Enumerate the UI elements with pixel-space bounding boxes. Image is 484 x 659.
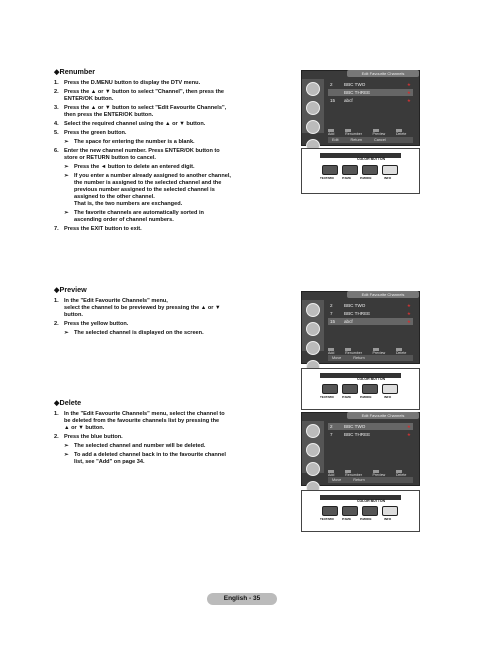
remote-illustration-preview: COLOR BUTTON TEXT/MIX P.SIZE P.MODE INFO [301,368,420,410]
menu-icon [306,303,320,317]
preview-step-2: 2. Press the yellow button. [54,321,129,327]
color-legend: Add Renumber Preview Delete [328,129,413,135]
help-bar: Edit Return Cancel [328,137,413,143]
star-icon: ★ [406,310,411,316]
delete-step-1: 1. In the "Edit Favourite Channels" menu, select the channel to be deleted from the favourite channels list by pressing the ▲ or ▼ button. [54,411,225,431]
arrow-icon: ➢ [64,164,69,170]
tv-screen-preview [301,291,420,364]
tv-screen-renumber [301,70,420,146]
delete-note-2b: ➢ To add a deleted channel back in to the favourite channel list, see "Add" on page 34. [64,452,226,465]
color-button-label: COLOR BUTTON [357,157,386,161]
channel-row-selected: 2 BBC TWO ★ [330,423,411,429]
screen-title: Edit Favourite Channels [347,412,419,419]
preview-step-1: 1. In the "Edit Favourite Channels" menu, select the channel to be previewed by pressing the ▲ or ▼ button. [54,298,221,318]
renumber-step-5: 5. Press the green button. [54,130,127,136]
renumber-step-7: 7. Press the EXIT button to exit. [54,226,142,232]
menu-icon [306,82,320,96]
arrow-icon: ➢ [64,452,69,458]
preview-section [54,285,284,339]
arrow-icon: ➢ [64,139,69,145]
renumber-step-4: 4. Select the required channel using the ▲ or ▼ button. [54,121,206,127]
renumber-note-6b: ➢ If you enter a number already assigned to another channel, the number is assigned to the selected channel and the previous number assigned to the selected channel is assigned to the other channel. That is, the two numbers are exchanged. [64,173,231,207]
menu-icons-column [302,300,324,351]
renumber-title: ◆Renumber [54,67,96,76]
color-legend: Add Renumber Preview Delete [328,348,413,354]
renumber-step-3: 3. Press the ▲ or ▼ button to select "Edit Favourite Channels", then press the ENTER/OK button. [54,105,227,118]
channel-row-selected: 15 abcf ★ [330,318,411,324]
channel-row: 7 BBC THREE ★ [330,310,411,316]
star-icon: ★ [406,81,411,87]
star-icon: ★ [406,302,411,308]
delete-step-2: 2. Press the blue button. [54,434,123,440]
arrow-icon: ➢ [64,443,69,449]
tv-screen-delete [301,412,420,486]
menu-icon [306,341,320,355]
star-icon: ★ [406,318,411,324]
screen-title: Edit Favourite Channels [347,291,419,298]
arrow-icon: ➢ [64,173,69,179]
screen-title: Edit Favourite Channels [347,70,419,77]
renumber-step-2: 2. Press the ▲ or ▼ button to select "Channel", then press the ENTER/OK button. [54,89,224,102]
channel-row: 15 abcf ★ [330,97,411,103]
renumber-note-5: ➢ The space for entering the number is a blank. [64,139,195,145]
menu-icons-column [302,421,324,473]
color-button-label: COLOR BUTTON [357,377,386,381]
menu-icons-column [302,79,324,133]
preview-note-2: ➢ The selected channel is displayed on the screen. [64,330,204,336]
help-bar: Move Return [328,477,413,483]
menu-icon [306,120,320,134]
channel-row: 2 BBC TWO ★ [330,302,411,308]
menu-icon [306,443,320,457]
menu-icon [306,424,320,438]
arrow-icon: ➢ [64,330,69,336]
menu-icon [306,101,320,115]
channel-row: 7 BBC THREE ★ [330,431,411,437]
renumber-step-1: 1. Press the D.MENU button to display the DTV menu. [54,80,201,86]
remote-illustration-delete: COLOR BUTTON TEXT/MIX P.SIZE P.MODE INFO [301,490,420,532]
preview-title: ◆Preview [54,285,87,294]
channel-row: 2 BBC TWO ★ [330,81,411,87]
delete-title: ◆Delete [54,398,82,407]
delete-note-2a: ➢ The selected channel and number will be deleted. [64,443,206,449]
arrow-icon: ➢ [64,210,69,216]
star-icon: ★ [406,431,411,437]
delete-section [54,398,284,468]
renumber-step-6: 6. Enter the new channel number. Press ENTER/OK button to store or RETURN button to cancel. [54,148,220,161]
channel-row-selected: BBC THREE ★ [328,89,413,96]
remote-illustration-renumber: COLOR BUTTON TEXT/MIX P.SIZE P.MODE INFO [301,148,420,194]
star-icon: ★ [406,97,411,103]
page-number-badge: English - 35 [207,593,277,605]
star-icon: ★ [406,423,411,429]
menu-icon [306,322,320,336]
color-legend: Add Renumber Preview Delete [328,470,413,476]
help-bar: Move Return [328,355,413,361]
renumber-note-6c: ➢ The favorite channels are automatically sorted in ascending order of channel numbers. [64,210,204,223]
renumber-section [54,67,284,235]
star-icon: ★ [406,89,411,95]
renumber-note-6a: ➢ Press the ◄ button to delete an entered digit. [64,164,195,170]
color-button-label: COLOR BUTTON [357,499,386,503]
menu-icon [306,462,320,476]
